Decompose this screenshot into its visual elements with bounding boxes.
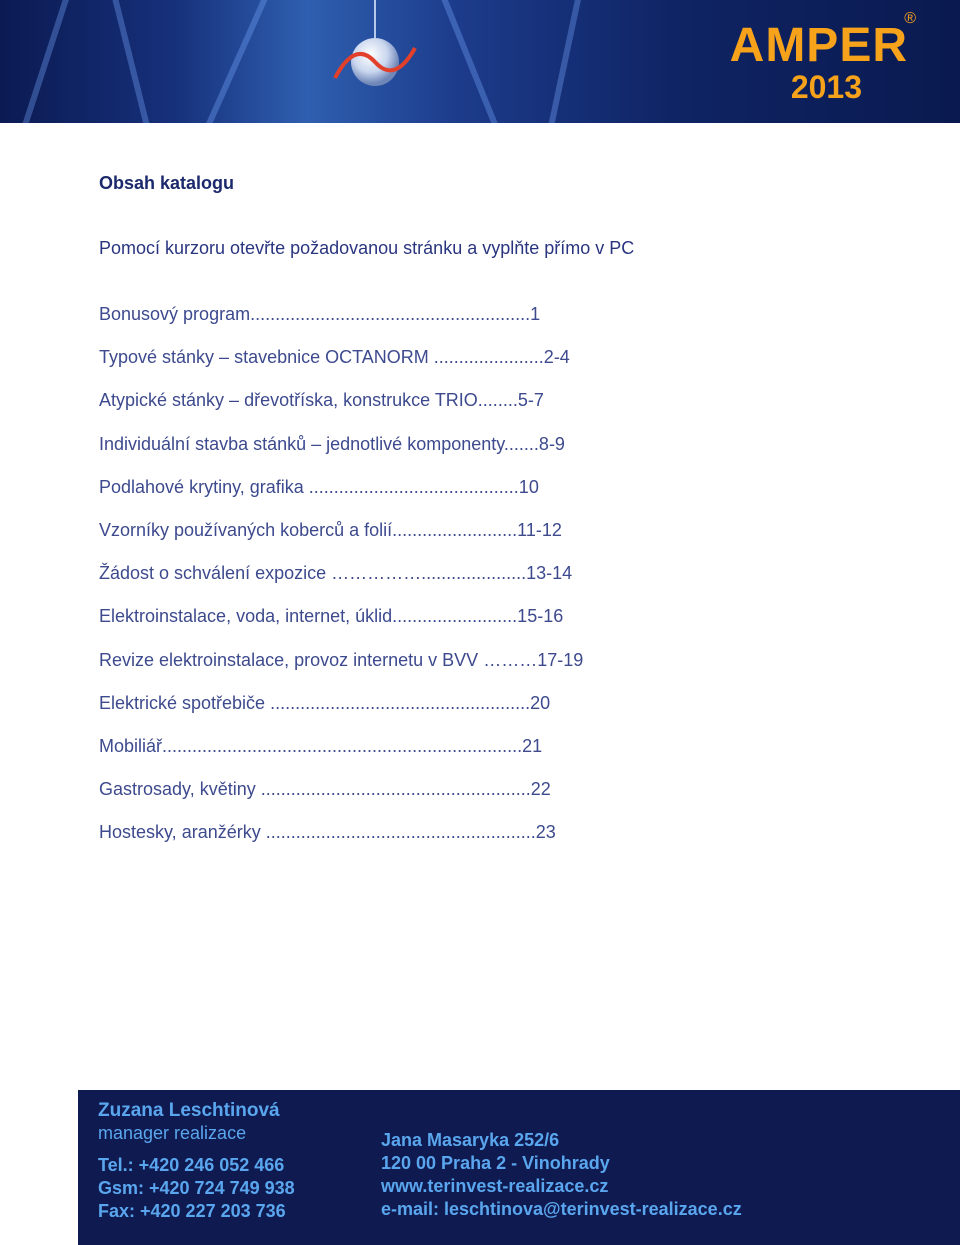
toc-item[interactable]: Hostesky, aranžérky ......................................................23	[99, 822, 556, 843]
email-link[interactable]: e-mail: leschtinova@terinvest-realizace.cz	[381, 1199, 742, 1219]
contact-gsm: Gsm: +420 724 749 938	[98, 1178, 295, 1198]
sphere-logo-icon	[330, 0, 420, 110]
contact-address	[381, 1129, 742, 1221]
toc-item[interactable]: Mobiliář........................................................................21	[99, 735, 543, 756]
banner-streak	[537, 0, 589, 123]
contact-tel: Tel.: +420 246 052 466	[98, 1155, 285, 1175]
page-title: Obsah katalogu	[99, 173, 235, 193]
contact-fax: Fax: +420 227 203 736	[98, 1201, 286, 1221]
toc-item[interactable]: Elektrické spotřebiče ....................................................20	[99, 692, 551, 713]
banner-streak	[429, 0, 517, 123]
toc-item[interactable]: Podlahové krytiny, grafika ..........................................10	[99, 476, 539, 497]
brand-year: 2013	[790, 69, 862, 105]
toc-item[interactable]: Vzorníky používaných koberců a folií.........................11-12	[99, 519, 562, 540]
toc-item[interactable]: Individuální stavba stánků – jednotlivé komponenty.......8-9	[99, 433, 565, 454]
toc-item[interactable]: Bonusový program........................................................1	[99, 304, 541, 324]
brand-title: AMPER	[729, 19, 908, 72]
instruction-text: Pomocí kurzoru otevřte požadovanou stránku a vyplňte přímo v PC	[99, 238, 635, 258]
contact-name: Zuzana Leschtinová	[98, 1100, 280, 1121]
website-link[interactable]: www.terinvest-realizace.cz	[381, 1176, 609, 1196]
toc-item[interactable]: Typové stánky – stavebnice OCTANORM ......................2-4	[99, 347, 570, 368]
toc-item[interactable]: Elektroinstalace, voda, internet, úklid.........................15-16	[99, 606, 564, 627]
address-city: 120 00 Praha 2 - Vinohrady	[381, 1153, 610, 1173]
toc-item[interactable]: Revize elektroinstalace, provoz internetu v BVV ………17-19	[99, 649, 584, 670]
contact-role: manager realizace	[98, 1123, 247, 1143]
address-street: Jana Masaryka 252/6	[381, 1130, 560, 1150]
catalog-content	[99, 172, 719, 864]
banner-streak	[186, 0, 281, 123]
toc-item[interactable]: Gastrosady, květiny ......................................................22	[99, 779, 551, 800]
contact-person	[98, 1100, 295, 1223]
header-banner	[0, 0, 960, 123]
toc-item[interactable]: Žádost o schválení expozice …………….....................13-14	[99, 563, 573, 584]
registered-mark: ®	[904, 10, 916, 27]
table-of-contents	[99, 303, 719, 864]
toc-item[interactable]: Atypické stánky – dřevotříska, konstrukce TRIO........5-7	[99, 390, 544, 411]
banner-streak	[6, 0, 80, 123]
contact-footer	[78, 1090, 960, 1245]
brand-block	[708, 20, 908, 104]
banner-streak	[103, 0, 162, 123]
